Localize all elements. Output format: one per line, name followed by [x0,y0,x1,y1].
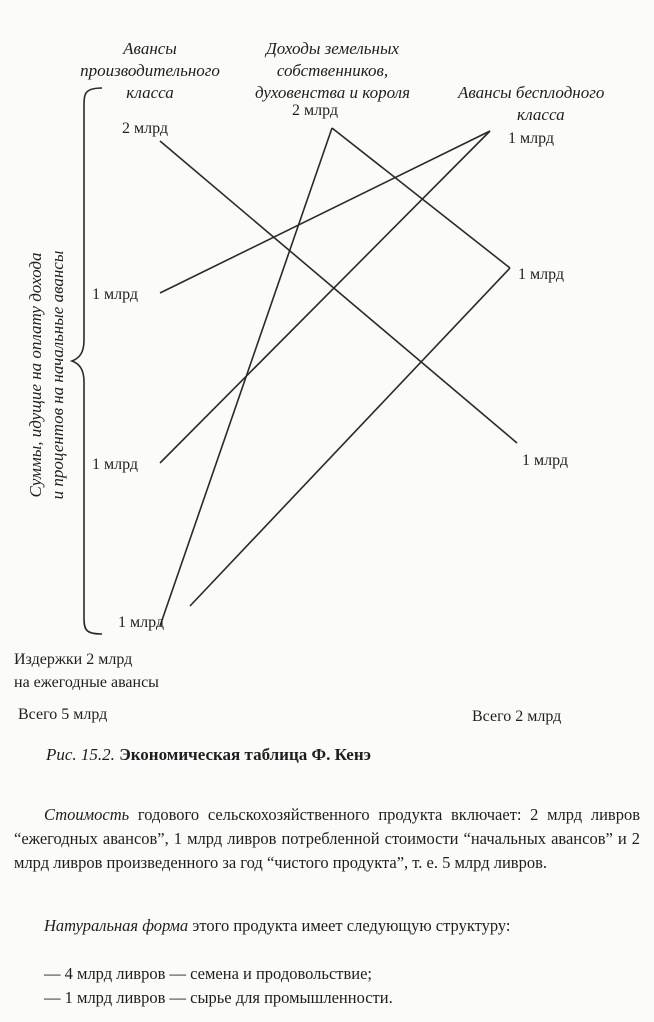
line-right-mid-to-left-bottom [190,268,510,606]
paragraph-natural-form [14,914,640,938]
vertical-label-line-1: Суммы, идущие на оплату дохода [26,252,45,498]
header-landowners [225,38,440,104]
paragraph-value-text: годового сельскохозяйственного продукта включает: 2 млрд ливров “ежегодных авансов”, 1 млрд ливров потребленной стоимости “начальных авансов” и 2 млрд ливров произведенного за год “чистого продукта”, т. е. 5 млрд ливров. [14,805,640,872]
header-productive-class [45,38,255,104]
figure-caption [46,745,371,765]
line-left-top-to-right-low [160,141,517,443]
label-left-top: 2 млрд [122,120,169,137]
label-left-1: 1 млрд [92,286,139,303]
vertical-label [25,251,69,500]
emph-natural-form: Натуральная форма [44,916,189,935]
header-left-line-1: Авансы [123,39,177,58]
label-center-top: 2 млрд [292,102,339,119]
line-center-to-left-bottom [160,128,332,626]
total-right: Всего 2 млрд [472,708,562,725]
paragraph-value [14,803,640,875]
paragraph-natural-form-text: этого продукта имеет следующую структуру: [188,916,511,935]
caption-title: Экономическая таблица Ф. Кенэ [119,745,371,764]
label-right-top: 1 млрд [508,130,555,147]
label-left-3: 1 млрд [118,614,165,631]
structure-list [44,962,393,1010]
label-right-low: 1 млрд [522,452,569,469]
line-left1-to-right-top [160,131,490,293]
curly-brace [72,88,102,634]
list-item: — 4 млрд ливров — семена и продовольствие; [44,964,373,983]
header-center-line-3: духовенства и короля [255,83,410,102]
line-left2-to-right-top [160,131,490,463]
annual-advances-costs [14,648,159,694]
header-sterile-class-line-1: Авансы бесплодного [458,83,605,102]
header-left-line-2: производительного [80,61,220,80]
label-left-2: 1 млрд [92,456,139,473]
vertical-label-line-2: и процентов на начальные авансы [48,250,67,500]
header-left-line-3: класса [126,83,174,102]
emph-value: Стоимость [44,805,130,824]
total-left: Всего 5 млрд [18,706,108,723]
header-sterile-class-line-2: класса [517,105,565,124]
list-item: — 1 млрд ливров — сырье для промышленности. [44,988,393,1007]
line-center-to-right-mid [332,128,510,268]
header-center-line-2: собственников, [276,61,389,80]
costs-line-1: Издержки 2 млрд [14,651,133,668]
header-center-line-1: Доходы земельных [265,39,400,58]
label-right-mid: 1 млрд [518,266,565,283]
costs-line-2: на ежегодные авансы [14,674,159,691]
caption-prefix: Рис. 15.2. [46,745,115,764]
